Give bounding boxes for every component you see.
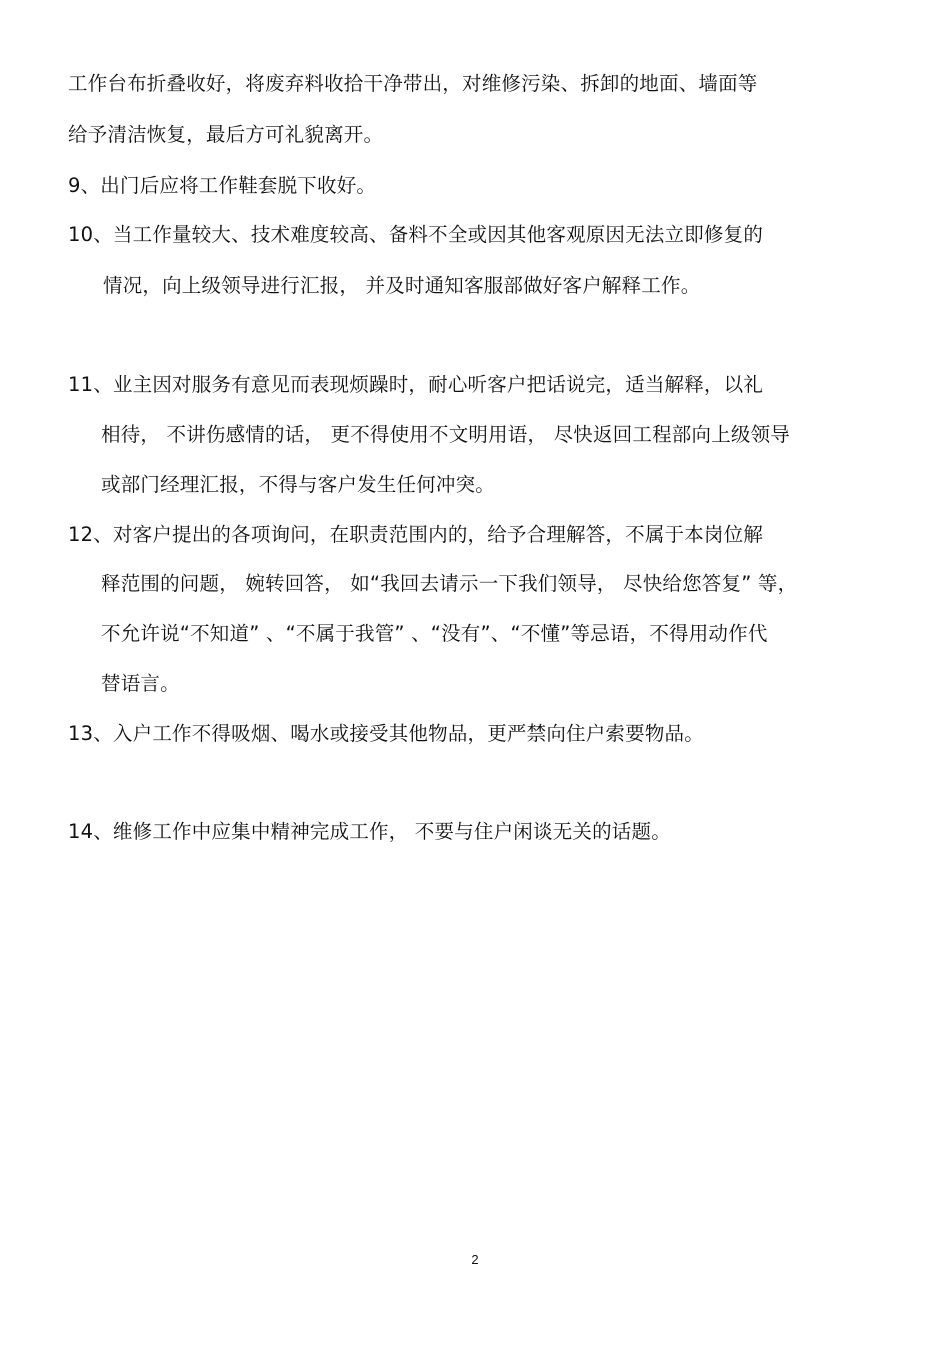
list-item-10: 10、当工作量较大、技术难度较高、备料不全或因其他客观原因无法立即修复的	[68, 223, 764, 246]
paragraph-line: 工作台布折叠收好，将废弃料收拾干净带出，对维修污染、拆卸的地面、墙面等	[68, 72, 758, 95]
list-item-12: 12、对客户提出的各项询问，在职责范围内的，给予合理解答，不属于本岗位解	[68, 523, 764, 546]
list-item-11-continuation: 或部门经理汇报，不得与客户发生任何冲突。	[101, 473, 496, 496]
list-item-12-continuation: 释范围的问题， 婉转回答， 如“我回去请示一下我们领导， 尽快给您答复” 等，	[101, 572, 798, 595]
page-number: 2	[471, 1252, 479, 1267]
list-item-9: 9、出门后应将工作鞋套脱下收好。	[68, 174, 377, 197]
list-item-11-continuation: 相待， 不讲伤感情的话， 更不得使用不文明用语， 尽快返回工程部向上级领导	[101, 423, 790, 446]
list-item-10-continuation: 情况，向上级领导进行汇报， 并及时通知客服部做好客户解释工作。	[103, 274, 701, 297]
paragraph-line: 给予清洁恢复，最后方可礼貌离开。	[68, 123, 384, 146]
list-item-12-continuation: 替语言。	[101, 672, 180, 695]
list-item-14: 14、维修工作中应集中精神完成工作， 不要与住户闲谈无关的话题。	[68, 820, 671, 843]
list-item-13: 13、入户工作不得吸烟、喝水或接受其他物品，更严禁向住户索要物品。	[68, 722, 704, 745]
list-item-11: 11、业主因对服务有意见而表现烦躁时，耐心听客户把话说完，适当解释，以礼	[68, 373, 764, 396]
list-item-12-continuation: 不允许说“不知道” 、“不属于我管” 、“没有”、“不懂”等忌语，不得用动作代	[101, 622, 768, 645]
